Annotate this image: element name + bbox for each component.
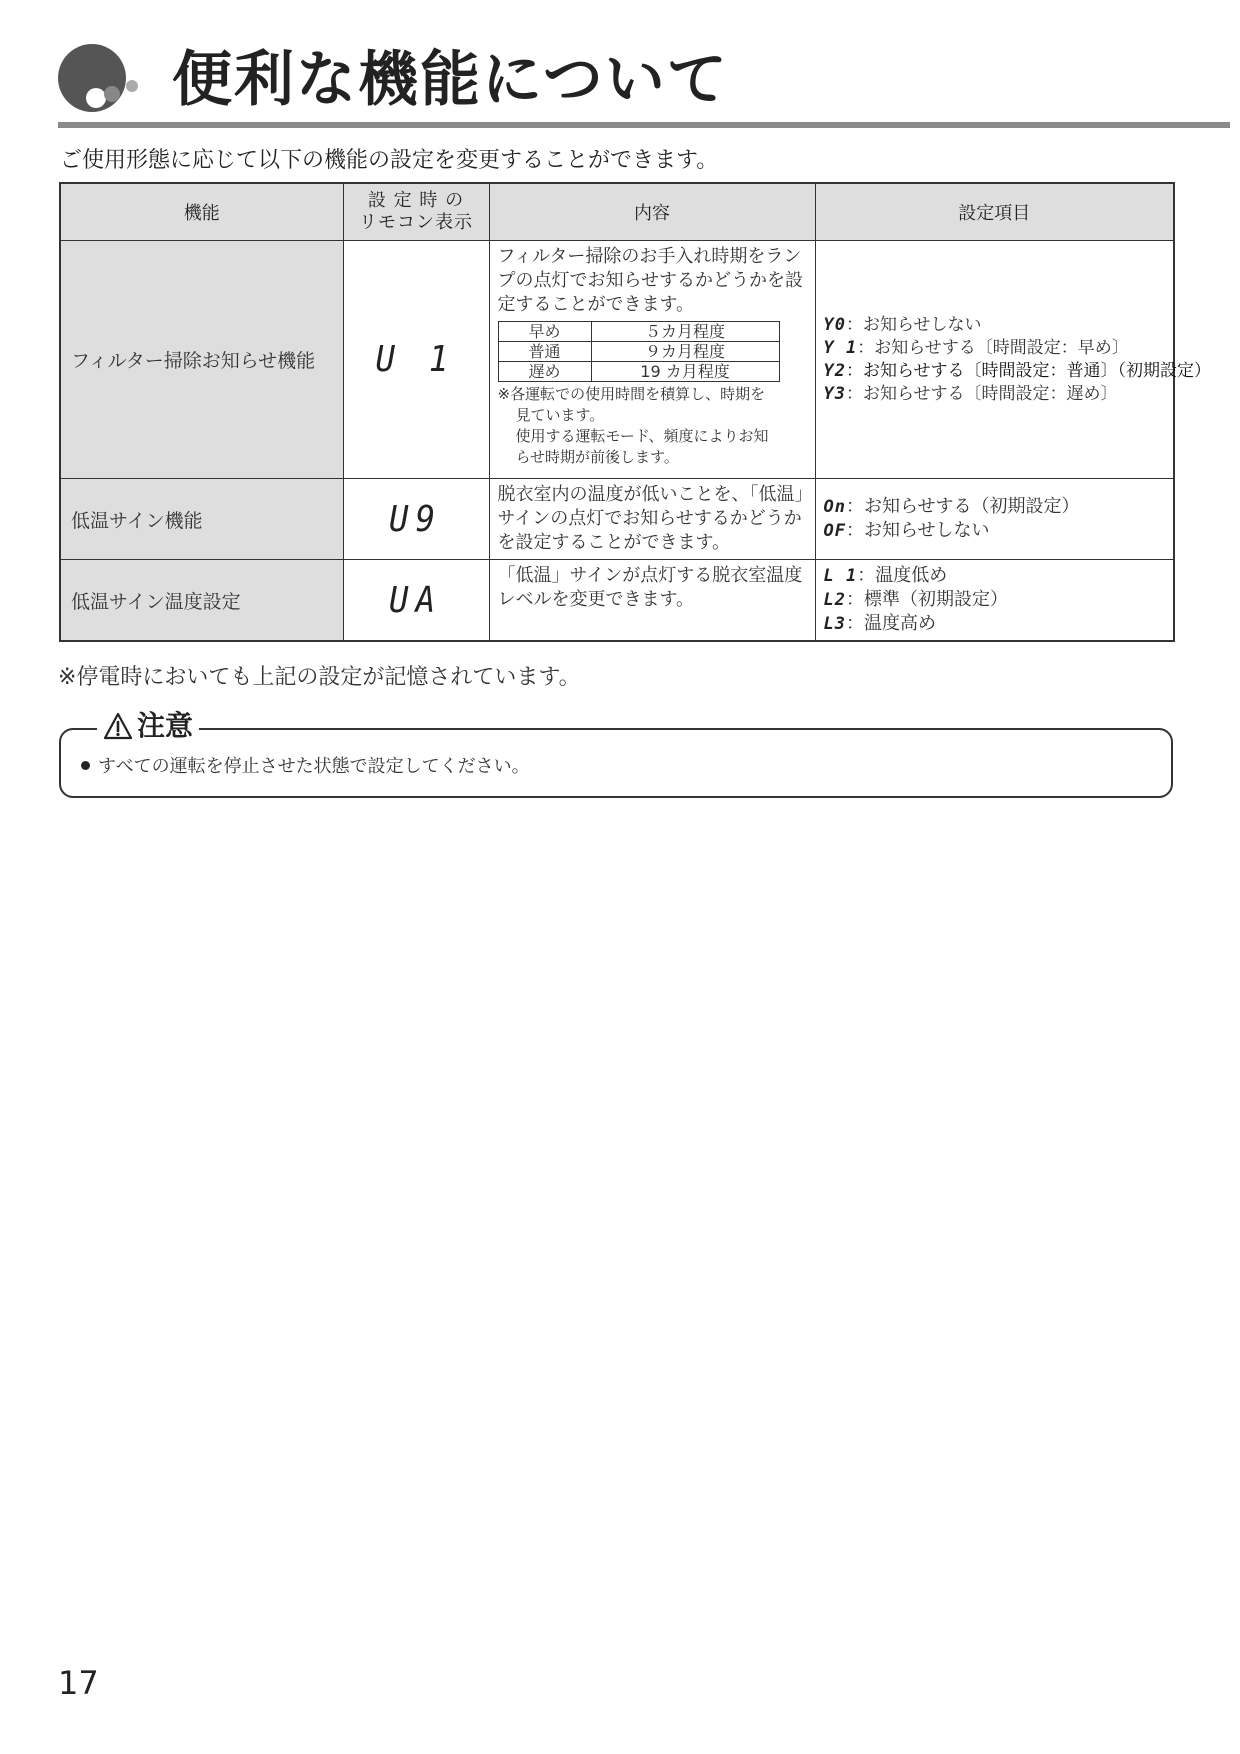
setting-text: ：お知らせしない [845,520,990,541]
function-name: フィルター掃除お知らせ機能 [60,241,343,479]
usage-note-line4: らせ時期が前後します。 [515,448,679,466]
interval-label: 遅め [498,362,591,382]
setting-text: ：お知らせしない [845,314,982,335]
setting-code: Y 1 [823,337,858,358]
header-remote-line1: 設 定 時 の [367,190,465,211]
interval-label: 早め [498,322,591,342]
caution-heading [97,706,199,746]
setting-option [824,314,1166,337]
table-header-row [60,183,1174,241]
setting-code: OF [823,521,846,541]
function-name: 低温サイン温度設定 [60,560,343,642]
caution-label: 注意 [137,709,194,742]
usage-note [498,384,807,468]
setting-option [824,612,1166,636]
setting-option [824,383,1166,406]
remote-code: UA [389,579,443,621]
setting-option [824,337,1166,360]
interval-value: ９カ月程度 [591,342,779,362]
header-remote-line2: リモコン表示 [359,212,473,233]
remote-code-cell [343,241,489,479]
header-remote-display [343,183,489,241]
remote-code-cell [343,560,489,642]
setting-text: ：お知らせする〔時間設定：普通〕（初期設定） [845,360,1211,381]
table-row [60,560,1174,642]
usage-note-line1: ※各運転での使用時間を積算し、時期を [497,385,766,403]
interval-row [498,342,779,362]
remote-code: U9 [389,498,443,540]
interval-row [498,322,779,342]
bullet-icon [81,761,90,770]
interval-row [498,362,779,382]
setting-option [824,519,1166,543]
remote-code-cell [343,479,489,560]
title-bullet-icon [56,42,146,114]
setting-text: ：お知らせする（初期設定） [845,496,1080,517]
setting-option [824,564,1166,588]
interval-value: 19 カ月程度 [591,362,779,382]
setting-code: On [823,497,846,517]
description-text: フィルター掃除のお手入れ時期をランプの点灯でお知らせするかどうかを設定することができます。 [497,246,803,315]
usage-note-line3: 使用する運転モード、頻度によりお知 [515,427,769,445]
setting-code: Y2 [823,360,846,381]
setting-code: L3 [823,614,846,634]
function-description [489,560,815,642]
interval-table [498,321,780,382]
setting-options [815,560,1174,642]
header-content: 内容 [489,183,815,241]
function-description [489,479,815,560]
title-underline [58,122,1230,128]
remote-code: U 1 [375,339,457,380]
interval-value: ５カ月程度 [591,322,779,342]
page-number: 17 [58,1664,99,1702]
setting-option [823,360,1211,383]
setting-text: ：標準（初期設定） [845,589,1008,610]
header-settings: 設定項目 [815,183,1174,241]
setting-text: ：温度高め [845,613,936,634]
table-row [60,241,1174,479]
setting-code: L 1 [823,566,858,586]
intro-text: ご使用形態に応じて以下の機能の設定を変更することができます。 [60,148,719,173]
setting-option [824,588,1166,612]
description-text: 脱衣室内の温度が低いことを、「低温」サインの点灯でお知らせするかどうかを設定することができます。 [497,484,804,553]
function-settings-table [59,182,1211,642]
page-title: 便利な機能について [172,45,729,115]
description-text: 「低温」サインが点灯する脱衣室温度レベルを変更できます。 [497,565,803,610]
warning-triangle-icon [103,712,133,740]
function-name: 低温サイン機能 [60,479,343,560]
power-outage-footnote: ※停電時においても上記の設定が記憶されています。 [58,665,581,690]
setting-code: Y0 [823,314,846,335]
setting-text: ：温度低め [857,565,948,586]
setting-code: Y3 [823,383,846,404]
caution-box [59,709,1173,798]
setting-option [824,495,1166,519]
setting-options [815,479,1174,560]
table-row [60,479,1174,560]
caution-item [81,752,530,778]
header-function: 機能 [60,183,343,241]
setting-text: ：お知らせする〔時間設定：遅め〕 [845,383,1118,404]
setting-options [815,241,1211,479]
setting-text: ：お知らせする〔時間設定：早め〕 [857,337,1129,358]
interval-label: 普通 [498,342,591,362]
usage-note-line2: 見ています。 [515,406,605,424]
caution-text: すべての運転を停止させた状態で設定してください。 [98,756,530,777]
function-description [489,241,815,479]
setting-code: L2 [823,590,846,610]
